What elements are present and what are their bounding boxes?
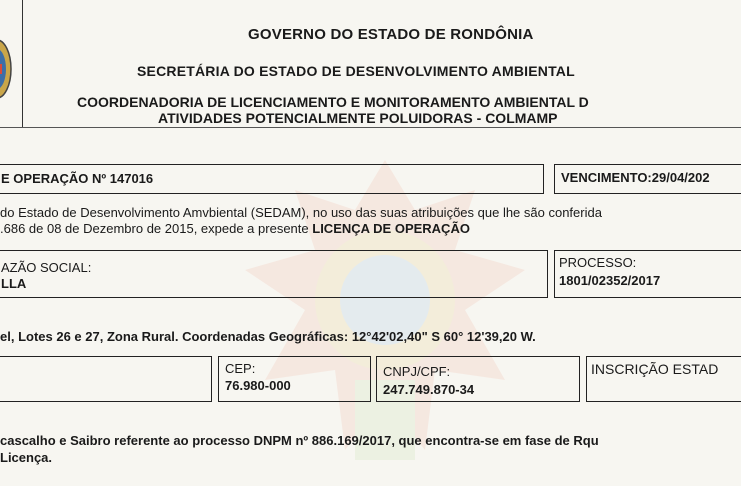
intro-line-2-license-type: LICENÇA DE OPERAÇÃO bbox=[312, 221, 470, 236]
address-line: el, Lotes 26 e 27, Zona Rural. Coordenadas Geográficas: 12°42'02,40" S 60° 12'39,20 W. bbox=[0, 329, 536, 344]
activity-line-2: Licença. bbox=[0, 450, 53, 465]
cnpj-value: 247.749.870-34 bbox=[383, 382, 475, 397]
header-government-title: GOVERNO DO ESTADO DE RONDÔNIA bbox=[248, 26, 534, 43]
company-label: AZÃO SOCIAL: bbox=[1, 260, 92, 275]
license-number: E OPERAÇÃO Nº 147016 bbox=[1, 171, 154, 186]
cep-box bbox=[218, 356, 371, 402]
cnpj-label: CNPJ/CPF: bbox=[383, 364, 451, 379]
state-seal-icon bbox=[0, 38, 12, 100]
intro-line-1: do Estado de Desenvolvimento Amvbiental (SEDAM), no uso das suas atribuições que lhe são conferida bbox=[0, 205, 602, 220]
process-label: PROCESSO: bbox=[559, 255, 637, 270]
header-secretariat-title: SECRETÁRIA DO ESTADO DE DESENVOLVIMENTO AMBIENTAL bbox=[137, 63, 575, 79]
blank-box bbox=[0, 356, 212, 402]
intro-line-2 bbox=[0, 221, 470, 236]
header-coordination-subtitle: ATIVIDADES POTENCIALMENTE POLUIDORAS - COLMAMP bbox=[158, 110, 558, 126]
activity-line-1: cascalho e Saibro referente ao processo DNPM nº 886.169/2017, que encontra-se em fase de Rqu bbox=[0, 433, 599, 448]
company-box bbox=[0, 250, 548, 298]
expiry-box bbox=[554, 164, 741, 194]
process-box bbox=[554, 250, 741, 298]
header-divider-horizontal bbox=[0, 127, 741, 128]
license-number-box bbox=[0, 164, 544, 194]
intro-line-2-text: .686 de 08 de Dezembro de 2015, expede a presente bbox=[0, 221, 309, 236]
coat-of-arms-watermark bbox=[235, 150, 535, 480]
document-header bbox=[0, 0, 741, 128]
inscricao-label: INSCRIÇÃO ESTAD bbox=[591, 361, 719, 377]
cnpj-box bbox=[376, 356, 580, 402]
process-value: 1801/02352/2017 bbox=[559, 273, 661, 288]
header-divider-vertical bbox=[22, 0, 23, 128]
company-value: LLA bbox=[1, 276, 27, 291]
expiry-date: VENCIMENTO:29/04/202 bbox=[561, 170, 710, 185]
cep-label: CEP: bbox=[225, 361, 256, 376]
inscricao-box bbox=[586, 356, 741, 402]
cep-value: 76.980-000 bbox=[225, 378, 291, 393]
header-coordination-title: COORDENADORIA DE LICENCIAMENTO E MONITORAMENTO AMBIENTAL D bbox=[77, 94, 589, 110]
